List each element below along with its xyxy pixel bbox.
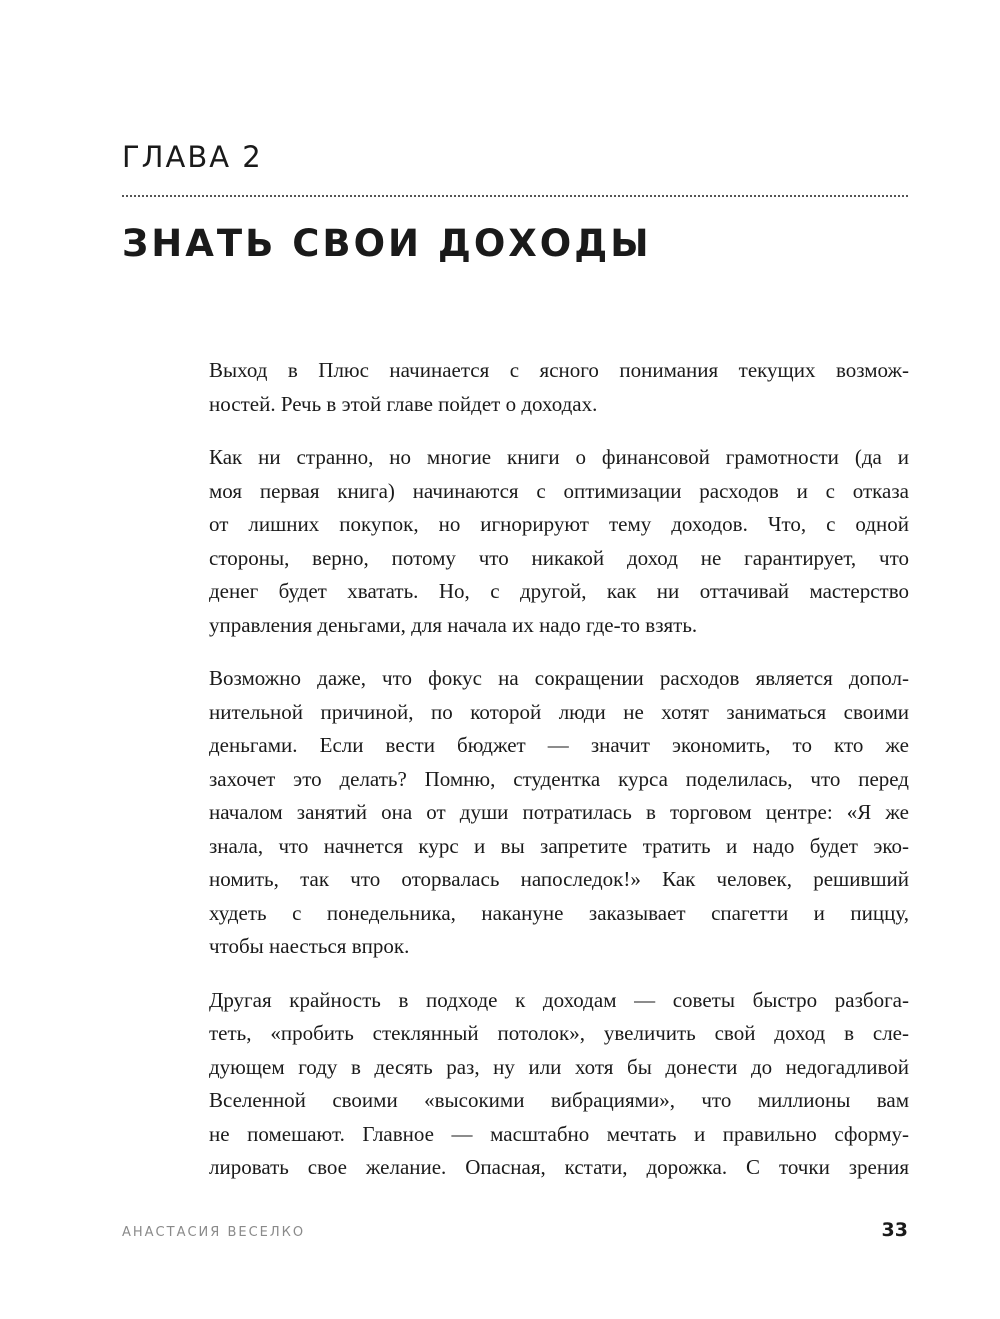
text-line: стороны, верно, потому что никакой доход не гарантирует, что bbox=[209, 545, 909, 570]
page-number: 33 bbox=[881, 1219, 908, 1241]
dotted-divider bbox=[122, 195, 908, 197]
chapter-label: ГЛАВА 2 bbox=[122, 140, 263, 174]
chapter-title: ЗНАТЬ СВОИ ДОХОДЫ bbox=[122, 222, 652, 265]
text-line: захочет это делать? Помню, студентка курса поделилась, что перед bbox=[209, 766, 909, 791]
paragraph bbox=[209, 984, 909, 1185]
text-line: ностей. Речь в этой главе пойдет о доходах. bbox=[209, 391, 598, 416]
text-line: денег будет хватать. Но, с другой, как ни оттачивай мастерство bbox=[209, 579, 909, 603]
text-line: чтобы наесться впрок. bbox=[209, 934, 410, 958]
text-line: номить, так что оторвалась напоследок!» Как человек, решивший bbox=[209, 867, 909, 891]
body-text bbox=[209, 354, 909, 1205]
text-line: знала, что начнется курс и вы запретите тратить и надо будет эко- bbox=[209, 833, 909, 858]
text-line: худеть с понедельника, накануне заказывает спагетти и пиццу, bbox=[209, 900, 909, 925]
paragraph bbox=[209, 354, 909, 421]
text-line: Как ни странно, но многие книги о финансовой грамотности (да и bbox=[209, 445, 909, 469]
text-line: Возможно даже, что фокус на сокращении расходов является допол- bbox=[209, 666, 909, 690]
text-line: деньгами. Если вести бюджет — значит экономить, то кто же bbox=[209, 733, 909, 757]
text-line: Выход в Плюс начинается с ясного понимания текущих возмож- bbox=[209, 358, 909, 382]
text-line: Другая крайность в подходе к доходам — советы быстро разбога- bbox=[209, 987, 909, 1012]
text-line: управления деньгами, для начала их надо где-то взять. bbox=[209, 612, 698, 637]
text-line: моя первая книга) начинаются с оптимизации расходов и с отказа bbox=[209, 478, 909, 503]
text-line: от лишних покупок, но игнорируют тему доходов. Что, с одной bbox=[209, 512, 909, 536]
text-line: теть, «пробить стеклянный потолок», увеличить свой доход в сле- bbox=[209, 1021, 909, 1045]
text-line: нительной причиной, по которой люди не хотят заниматься своими bbox=[209, 699, 909, 724]
text-line: лировать свое желание. Опасная, кстати, дорожка. С точки зрения bbox=[209, 1155, 909, 1179]
text-line: началом занятий она от души потратилась в торговом центре: «Я же bbox=[209, 800, 909, 824]
text-line: дующем году в десять раз, ну или хотя бы донести до недогадливой bbox=[209, 1054, 909, 1079]
paragraph bbox=[209, 441, 909, 642]
footer-author: АНАСТАСИЯ ВЕСЕЛКО bbox=[122, 1225, 306, 1240]
text-line: Вселенной своими «высокими вибрациями», что миллионы вам bbox=[209, 1088, 909, 1112]
paragraph bbox=[209, 662, 909, 964]
text-line: не помешают. Главное — масштабно мечтать и правильно сформу- bbox=[209, 1121, 909, 1146]
